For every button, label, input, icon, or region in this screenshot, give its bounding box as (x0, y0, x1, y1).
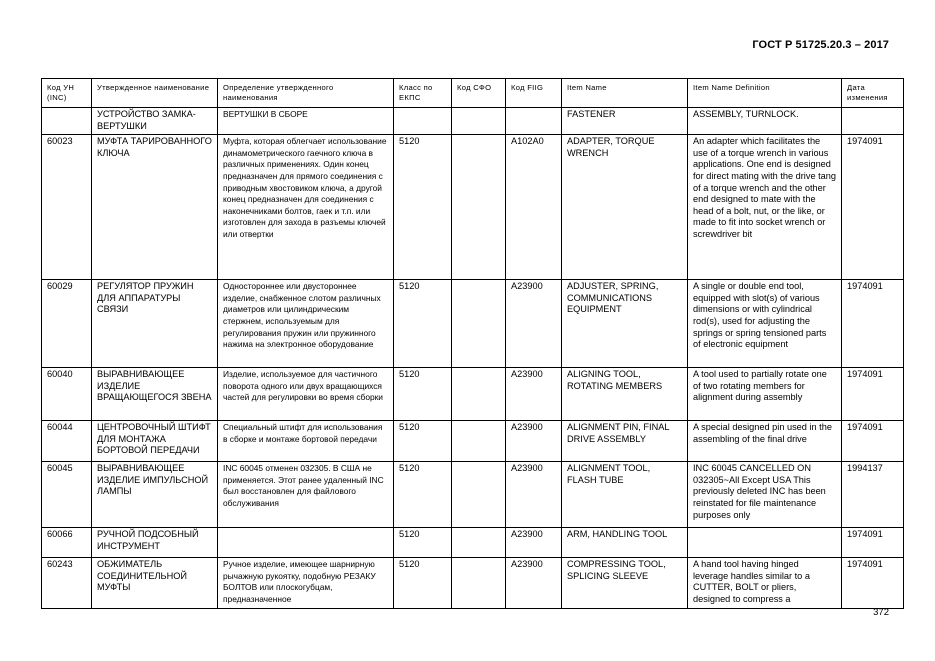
document-header: ГОСТ Р 51725.20.3 – 2017 (752, 39, 889, 51)
inc-code: 60040 (42, 368, 92, 421)
column-header: Код УН (INC) (42, 79, 92, 108)
fiig-code: A23900 (506, 368, 562, 421)
column-header: Код FIIG (506, 79, 562, 108)
approved-name: УСТРОЙСТВО ЗАМКА-ВЕРТУШКИ (92, 108, 218, 135)
change-date (842, 108, 904, 135)
table-row (42, 462, 904, 528)
ekps-class: 5120 (394, 421, 452, 462)
table-row (42, 558, 904, 608)
approved-name: МУФТА ТАРИРОВАННОГО КЛЮЧА (92, 135, 218, 280)
table-row (42, 421, 904, 462)
item-name: ALIGNMENT PIN, FINAL DRIVE ASSEMBLY (562, 421, 688, 462)
approved-name: ОБЖИМАТЕЛЬ СОЕДИНИТЕЛЬНОЙ МУФТЫ (92, 558, 218, 608)
column-header: Код СФО (452, 79, 506, 108)
fiig-code (506, 108, 562, 135)
table-row (42, 528, 904, 558)
change-date: 1974091 (842, 368, 904, 421)
item-name-definition: A single or double end tool, equipped with slot(s) of various dimensions or with cylindrical rod(s), used for adjusting the springs or spring tensioned parts of electronic equipment (688, 280, 842, 368)
column-header: Дата изменения (842, 79, 904, 108)
inc-code: 60045 (42, 462, 92, 528)
ekps-class: 5120 (394, 462, 452, 528)
item-name: ALIGNMENT TOOL, FLASH TUBE (562, 462, 688, 528)
item-name: ADAPTER, TORQUE WRENCH (562, 135, 688, 280)
table-row (42, 368, 904, 421)
table-row (42, 280, 904, 368)
approved-name-definition: Одностороннее или двустороннее изделие, снабженное слотом различных диаметров или цилиндрическим стержнем, используемым для регулирования пружин или пружинного нажима на электронное оборудование (218, 280, 394, 368)
page-number: 372 (873, 607, 889, 618)
change-date: 1974091 (842, 135, 904, 280)
sfo-code (452, 280, 506, 368)
fiig-code: A23900 (506, 528, 562, 558)
column-header: Определение утвержденного наименования (218, 79, 394, 108)
fiig-code: A23900 (506, 558, 562, 608)
table-header-row (42, 79, 904, 108)
approved-name: ВЫРАВНИВАЮЩЕЕ ИЗДЕЛИЕ ИМПУЛЬСНОЙ ЛАМПЫ (92, 462, 218, 528)
column-header: Item Name Definition (688, 79, 842, 108)
ekps-class: 5120 (394, 280, 452, 368)
table-row (42, 135, 904, 280)
column-header: Item Name (562, 79, 688, 108)
change-date: 1974091 (842, 528, 904, 558)
approved-name-definition (218, 528, 394, 558)
item-name-definition: A hand tool having hinged leverage handles similar to a CUTTER, BOLT or pliers, designed to compress a (688, 558, 842, 608)
item-name-definition: An adapter which facilitates the use of a torque wrench in various applications. One end is designed for direct mating with the drive tang of a torque wrench and the other end designed to mate with the head of a bolt, nut, or the like, or made to fit into socket wrench or screwdriver bit (688, 135, 842, 280)
sfo-code (452, 558, 506, 608)
approved-name-definition: Ручное изделие, имеющее шарнирную рычажную рукоятку, подобную РЕЗАКУ БОЛТОВ или плоскогубцам, предназначенное (218, 558, 394, 608)
fiig-code: A102A0 (506, 135, 562, 280)
sfo-code (452, 368, 506, 421)
item-name: COMPRESSING TOOL, SPLICING SLEEVE (562, 558, 688, 608)
fiig-code: A23900 (506, 462, 562, 528)
change-date: 1994137 (842, 462, 904, 528)
approved-name-definition: Специальный штифт для использования в сборке и монтаже бортовой передачи (218, 421, 394, 462)
inc-code: 60044 (42, 421, 92, 462)
approved-name: ВЫРАВНИВАЮЩЕЕ ИЗДЕЛИЕ ВРАЩАЮЩЕГОСЯ ЗВЕНА (92, 368, 218, 421)
inc-code: 60023 (42, 135, 92, 280)
ekps-class: 5120 (394, 135, 452, 280)
sfo-code (452, 108, 506, 135)
sfo-code (452, 421, 506, 462)
column-header: Класс по ЕКПС (394, 79, 452, 108)
approved-name: РЕГУЛЯТОР ПРУЖИН ДЛЯ АППАРАТУРЫ СВЯЗИ (92, 280, 218, 368)
sfo-code (452, 528, 506, 558)
approved-name-definition: ВЕРТУШКИ В СБОРЕ (218, 108, 394, 135)
ekps-class: 5120 (394, 368, 452, 421)
item-name: ALIGNING TOOL, ROTATING MEMBERS (562, 368, 688, 421)
table-row (42, 108, 904, 135)
column-header: Утвержденное наименование (92, 79, 218, 108)
fiig-code: A23900 (506, 421, 562, 462)
ekps-class: 5120 (394, 528, 452, 558)
ekps-class (394, 108, 452, 135)
inc-code: 60243 (42, 558, 92, 608)
inc-code: 60066 (42, 528, 92, 558)
item-name-definition: ASSEMBLY, TURNLOCK. (688, 108, 842, 135)
change-date: 1974091 (842, 280, 904, 368)
approved-name: ЦЕНТРОВОЧНЫЙ ШТИФТ ДЛЯ МОНТАЖА БОРТОВОЙ ПЕРЕДАЧИ (92, 421, 218, 462)
inc-code: 60029 (42, 280, 92, 368)
sfo-code (452, 135, 506, 280)
item-name-definition (688, 528, 842, 558)
approved-name-definition: Изделие, используемое для частичного поворота одного или двух вращающихся частей для регулировки во время сборки (218, 368, 394, 421)
item-name: FASTENER (562, 108, 688, 135)
item-name: ARM, HANDLING TOOL (562, 528, 688, 558)
change-date: 1974091 (842, 421, 904, 462)
change-date: 1974091 (842, 558, 904, 608)
data-table (41, 78, 904, 609)
item-name-definition: A tool used to partially rotate one of two rotating members for alignment during assembly (688, 368, 842, 421)
fiig-code: A23900 (506, 280, 562, 368)
ekps-class: 5120 (394, 558, 452, 608)
approved-name-definition: Муфта, которая облегчает использование динамометрического гаечного ключа в различных применениях. Один конец предназначен для прямого соединения с приводным хвостовиком ключа, а другой конец предназначен для соединения с наконечниками болтов, гаек и т.п. или изготовлен для захода в разъемы ключей или отвертки (218, 135, 394, 280)
item-name: ADJUSTER, SPRING, COMMUNICATIONS EQUIPMENT (562, 280, 688, 368)
sfo-code (452, 462, 506, 528)
inc-code (42, 108, 92, 135)
approved-name-definition: INC 60045 отменен 032305. В США не применяется. Этот ранее удаленный INC был восстановлен для файлового обслуживания (218, 462, 394, 528)
item-name-definition: INC 60045 CANCELLED ON 032305~All Except USA This previously deleted INC has been reinstated for file maintenance purposes only (688, 462, 842, 528)
item-name-definition: A special designed pin used in the assembling of the final drive (688, 421, 842, 462)
approved-name: РУЧНОЙ ПОДСОБНЫЙ ИНСТРУМЕНТ (92, 528, 218, 558)
